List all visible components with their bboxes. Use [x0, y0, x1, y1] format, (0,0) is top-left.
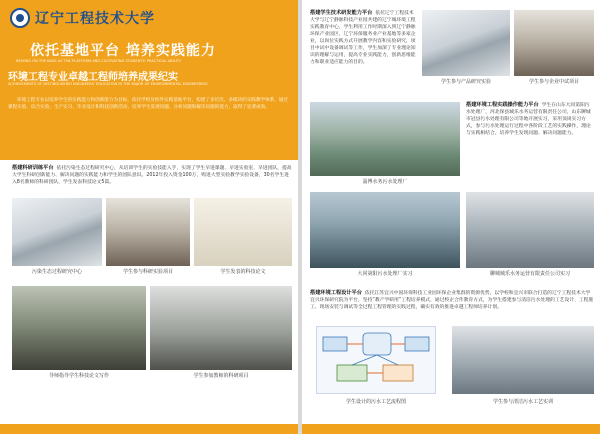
page-title-english: RELYING ON THE BASE AS THE PLATFORM AND CULTIVATING STUDENTS' PRACTICAL ABILITY	[16, 59, 182, 63]
page-subtitle-english: ACHIEVEMENTS OF DISTINGUISHED ENGINEERS' EDUCATION IN THE MAJOR OF ENVIRONMENTAL ENGINEERING	[8, 82, 208, 86]
photo-datong-plant	[310, 192, 460, 268]
flow-pipe-3	[352, 355, 377, 365]
caption-liaocheng-plant: 聊城城乐水务运营有限责任公司实习	[489, 271, 570, 277]
caption-lab-center: 污染生态过程研究中心	[31, 269, 82, 275]
footer-bar	[0, 424, 298, 434]
photo-papers	[194, 198, 292, 266]
lab-section	[12, 165, 292, 186]
caption-guidance: 导师指导学生科技论文写作	[48, 373, 109, 379]
tech-text: 依托辽宁工程技术大学与辽宁静脉科技产业园共建的辽宁城环境工程实践教育中心，学生利用工作时期深入到辽宁静脉环保产业园区，辽宁环保服务业产业基地等多家企业，以岗位实践方式开展教学内容和实验研究，项目中试中设备调试等工作，学生加深了专业理论知识的理解与运用，提高专业实践能力，创新思维能力和职业适应能力的目的。	[310, 11, 416, 65]
design-text: 依托江苏宜兴中国环保科技工业园环保企业集群的资源优势，以学校和宜兴市联合打造的辽宁工程技术大学宜兴环保研究院为平台，坚持“教产学研用”工程培养模式，通过校企合作教育方式，为学生搭建参与清洁污水处理的工艺设计、工程施工、现场安装与调试等全过程工程管理的实践过程，确实有效的推进卓越工程师培养计划。	[310, 291, 594, 310]
lab-heading: 搭建科研训练平台	[12, 165, 54, 171]
flow-sludge	[383, 365, 413, 381]
intro-paragraph: 环境工程专业以培养学生的实践能力和创新能力为目标，依托学校及校外实践基地平台，构建了多层次、多模块的实践教学体系，通过课程实验、综合实验、生产实习、毕业设计和科技创新活动，培养学生发现问题、分析问题和解决问题的能力，取得了显著成效。	[8, 98, 289, 110]
caption-papers: 学生发表的科技论文	[220, 269, 266, 275]
university-seal-icon	[10, 8, 30, 28]
footer-bar	[302, 424, 600, 434]
photo-research-project	[106, 198, 190, 266]
photo-liaocheng-plant	[466, 192, 594, 268]
tech-heading: 搭建学生技术研发能力平台	[310, 10, 373, 16]
photo-teacher-project	[150, 286, 292, 370]
right-page	[302, 0, 600, 434]
caption-teacher-project: 学生参加教师的科研项目	[193, 373, 249, 379]
photo-guidance	[12, 286, 146, 370]
process-flow-diagram	[316, 326, 436, 394]
lab-text: 依托污染生态过程研究中心，从培训学生的实验技能入手，实现了学生早进课题、早进实验室、早进团队，提高大学生科研创新能力、解决问题的实践能力和学生的团队意识。2012年投入资金100万，购进大型实验教学实验设备，30名学生进入8名教师的科研团队，学生发表科技论文5篇。	[12, 166, 292, 185]
photo-product-study	[422, 10, 510, 76]
flow-pipe-4	[377, 355, 398, 365]
design-heading: 搭建环境工程设计平台	[310, 290, 362, 296]
flow-filter	[337, 365, 367, 381]
left-page	[0, 0, 298, 434]
flow-tank-2	[405, 337, 429, 351]
caption-process-practice: 学生参与清洁污水工艺实训	[492, 399, 553, 405]
design-section	[310, 290, 594, 311]
operation-heading: 搭建环境工程实践操作能力平台	[466, 102, 539, 108]
flow-reactor	[363, 333, 391, 355]
photo-zibo-plant	[310, 102, 460, 176]
hero-banner	[0, 0, 298, 160]
caption-enterprise-practice: 学生参与企业中试项目	[528, 79, 579, 85]
operation-text: 学生在山东大同第阳污水处理厂，河北保县城乐水务运营有限责任公司，山东聊城市冠县污水处理有限公司等地开展实习，采用顶岗实习方式，参与污水处理运行过程中各阶段工艺的实践操作，理论与实践相结合，培养学生发现问题、解决问题能力。	[466, 103, 591, 136]
process-flow-svg	[317, 327, 435, 393]
caption-process-design: 学生设计的污水工艺流程图	[345, 399, 406, 405]
photo-process-practice	[452, 326, 594, 394]
photo-enterprise-practice	[514, 10, 594, 76]
university-logo	[10, 8, 155, 28]
page-title: 依托基地平台 培养实践能力	[30, 43, 216, 59]
flow-tank-1	[323, 337, 347, 351]
operation-section	[466, 102, 594, 137]
tech-section	[310, 10, 418, 66]
photo-lab-center	[12, 198, 102, 266]
page-subtitle: 环境工程专业卓越工程师培养成果纪实	[8, 72, 178, 83]
caption-research-project: 学生参与科研实验项目	[122, 269, 173, 275]
caption-zibo-plant: 淄博水务污水处理厂	[362, 179, 408, 185]
caption-product-study: 学生参与产品研究实验	[440, 79, 491, 85]
caption-datong-plant: 大同第阳污水处理厂实习	[357, 271, 413, 277]
university-name: 辽宁工程技术大学	[35, 11, 155, 27]
